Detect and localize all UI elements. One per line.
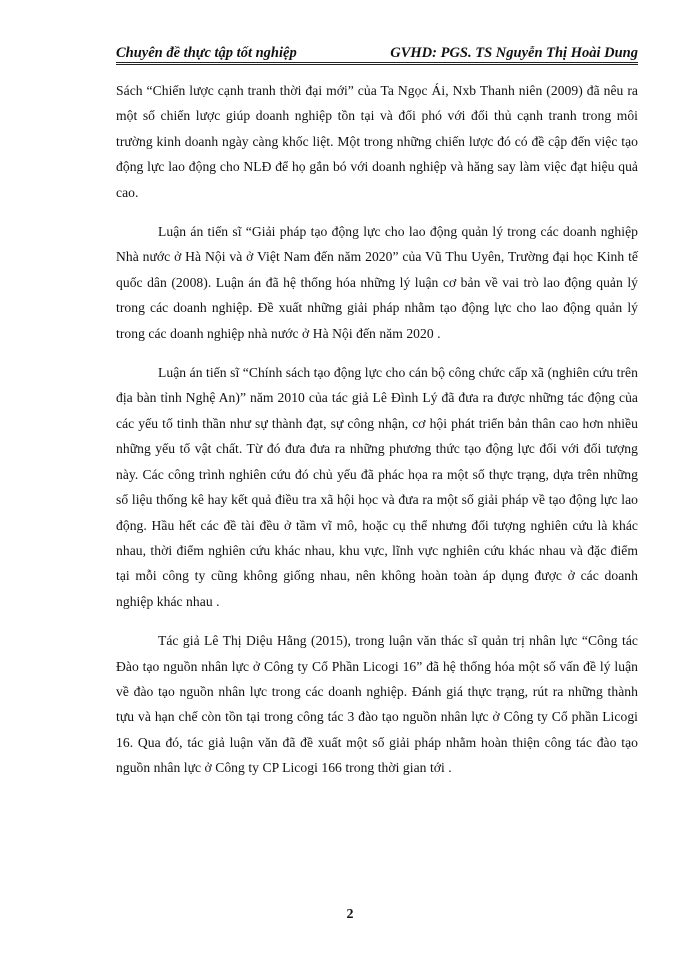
paragraph-1: Sách “Chiến lược cạnh tranh thời đại mới” của Ta Ngọc Ái, Nxb Thanh niên (2009) đã nêu ra một số chiến lược giúp doanh nghiệp tồn tại và đối phó với đối thủ cạnh tranh trong môi trường kinh doanh ngày càng khốc liệt. Một trong những chiến lược đó có đề cập đến việc tạo động lực lao động cho NLĐ để họ gắn bó với doanh nghiệp và hăng say làm việc đạt hiệu quả cao. [116,83,638,200]
page-number: 2 [346,907,354,922]
header-supervisor: GVHD: PGS. TS Nguyễn Thị Hoài Dung [390,45,638,61]
page-header [116,40,638,65]
paragraph-4: Tác giả Lê Thị Diệu Hằng (2015), trong luận văn thác sĩ quản trị nhân lực “Công tác Đào tạo nguồn nhân lực ở Công ty Cổ Phần Licogi 16” đã hệ thống hóa một số vấn đề lý luận về đào tạo nguồn nhân lực trong các doanh nghiệp. Đánh giá thực trạng, rút ra những thành tựu và hạn chế còn tồn tại trong công tác 3 đào tạo nguồn nhân lực ở Công ty Cổ phần Licogi 16. Qua đó, tác giả luận văn đã đề xuất một số giải pháp nhằm hoàn thiện công tác đào tạo nguồn nhân lực ở Công ty CP Licogi 166 trong thời gian tới . [116,633,638,776]
paragraph-2: Luận án tiến sĩ “Giải pháp tạo động lực cho lao động quản lý trong các doanh nghiệp Nhà nước ở Hà Nội và ở Việt Nam đến năm 2020” của Vũ Thu Uyên, Trường đại học Kinh tế quốc dân (2008). Luận án đã hệ thống hóa những lý luận cơ bản về vai trò lao động quản lý trong các doanh nghiệp. Đề xuất những giải pháp nhằm tạo động lực cho lao động quản lý trong các doanh nghiệp nhà nước ở Hà Nội đến năm 2020 . [116,224,638,341]
paragraph-3: Luận án tiến sĩ “Chính sách tạo động lực cho cán bộ công chức cấp xã (nghiên cứu trên địa bàn tỉnh Nghệ An)” năm 2010 của tác giả Lê Đình Lý đã đưa ra được những tác động của các yếu tố tinh thần như sự thành đạt, sự công nhận, cơ hội phát triển bản thân cao hơn nhiều những yếu tố vật chất. Từ đó đưa đưa ra những phương thức tạo động lực đối với đối tượng này. Các công trình nghiên cứu đó chủ yếu đã phác họa ra một số thực trạng, dựa trên những số liệu thống kê hay kết quả điều tra xã hội học và đưa ra một số giải pháp về tạo động lực lao động. Hầu hết các đề tài đều ở tầm vĩ mô, hoặc cụ thể nhưng đối tượng nghiên cứu là khác nhau, thời điểm nghiên cứu khác nhau, khu vực, lĩnh vực nghiên cứu khác nhau và đặc điểm tại mỗi công ty cũng không giống nhau, nên không hoàn toàn áp dụng được ở các doanh nghiệp khác nhau . [116,365,638,609]
header-document-type: Chuyên đề thực tập tốt nghiệp [116,45,297,61]
body-text [116,78,638,795]
